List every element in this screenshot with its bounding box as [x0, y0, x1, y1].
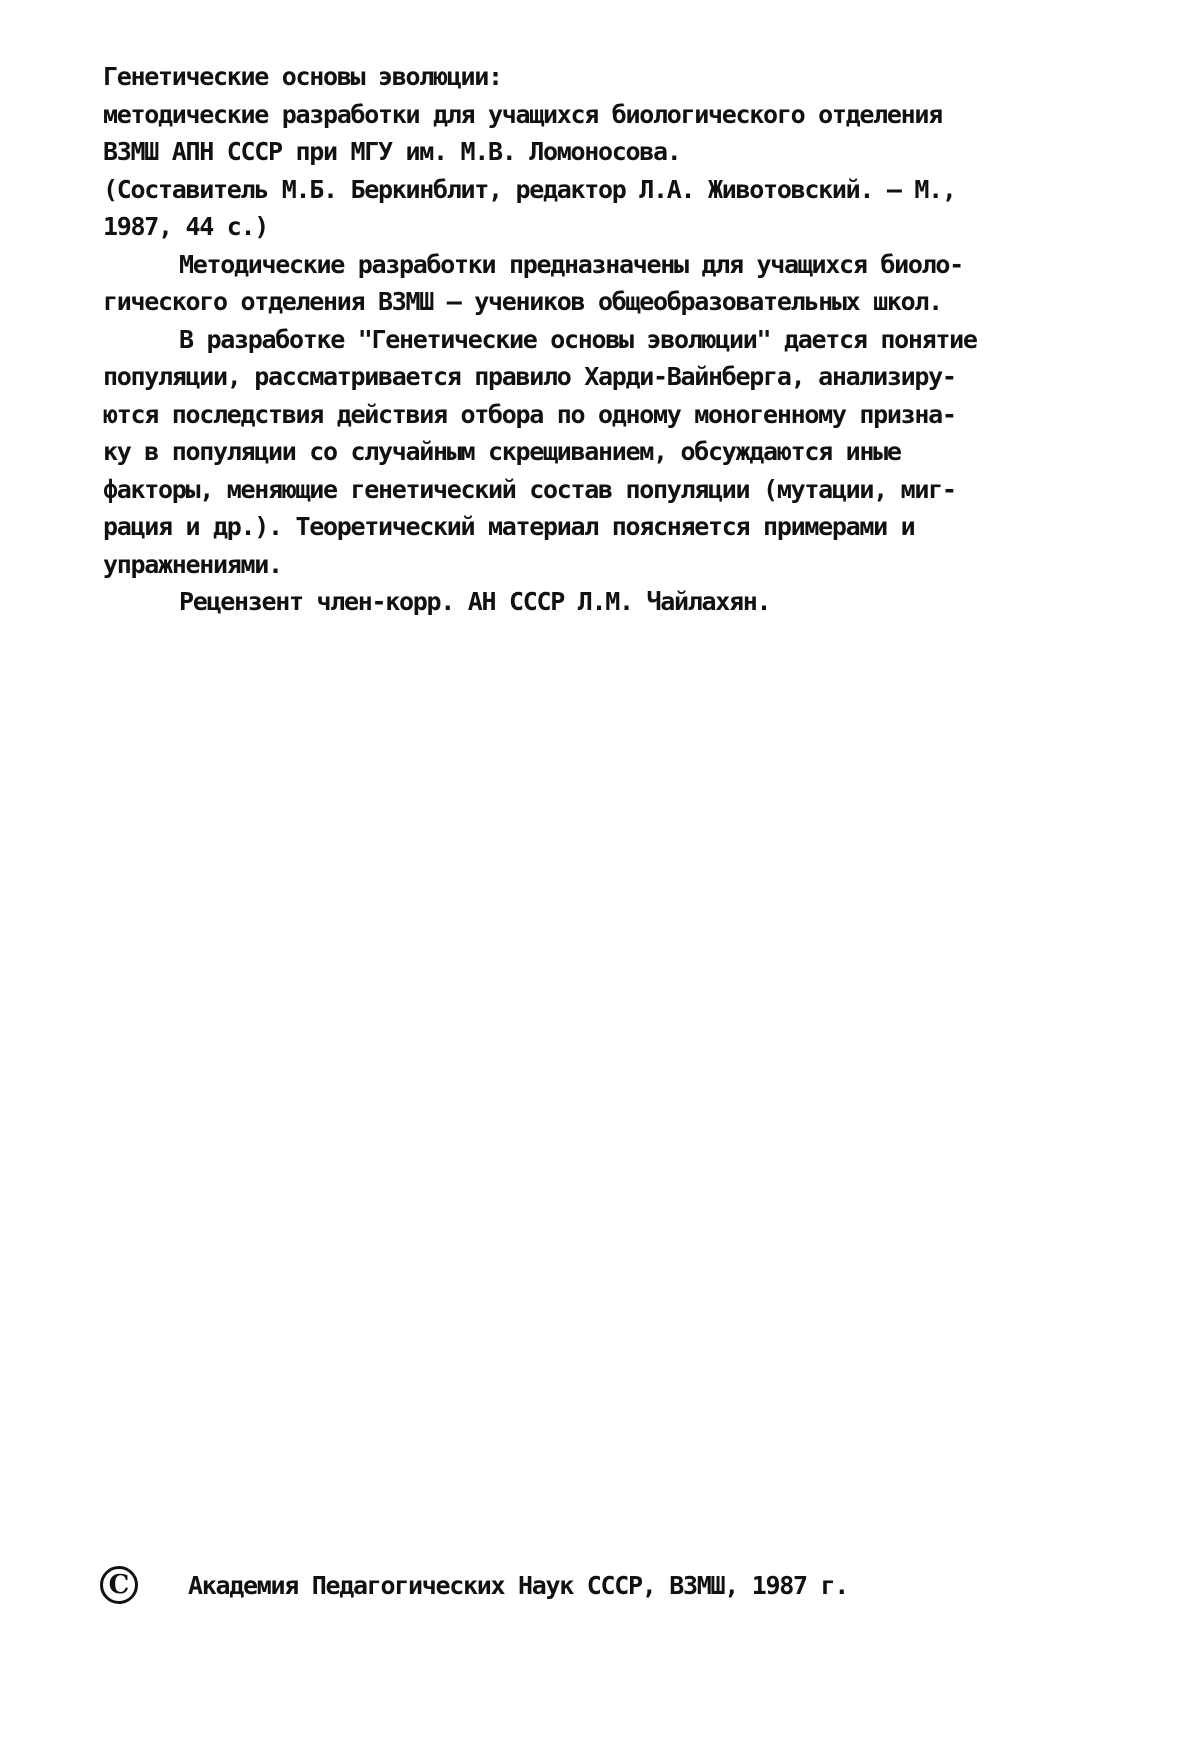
paragraph-line: Методические разработки предназначены для учащихся биоло- [179, 249, 963, 279]
document-title: Генетические основы эволюции: [103, 62, 502, 91]
reviewer-line: Рецензент член-корр. АН СССР Л.М. Чайлахян. [179, 587, 771, 616]
paragraph-line: факторы, меняющие генетический состав популяции (мутации, миг- [103, 474, 956, 504]
subtitle-line: методические разработки для учащихся биологического отделения [103, 99, 942, 129]
paragraph-line: гического отделения ВЗМШ – учеников общеобразовательных школ. [103, 287, 942, 316]
copyright-text: Академия Педагогических Наук СССР, ВЗМШ, 1987 г. [188, 1570, 849, 1600]
paragraph-line: ются последствия действия отбора по одному моногенному призна- [103, 399, 956, 429]
paragraph-line: упражнениями. [103, 549, 282, 579]
credits-line: (Составитель М.Б. Беркинблит, редактор Л.А. Животовский. – М., [103, 174, 956, 204]
copyright-icon: C [100, 1566, 138, 1604]
credits-line: 1987, 44 с.) [103, 212, 269, 241]
subtitle-line: ВЗМШ АПН СССР при МГУ им. М.В. Ломоносова. [103, 137, 681, 166]
paragraph-line: популяции, рассматривается правило Харди-Вайнберга, анализиру- [103, 362, 956, 391]
paragraph-line: ку в популяции со случайным скрещиванием, обсуждаются иные [103, 437, 901, 466]
copyright-footer [100, 1566, 1100, 1604]
annotation-block [103, 58, 1103, 621]
paragraph-line: В разработке "Генетические основы эволюции" дается понятие [179, 324, 977, 354]
paragraph-line: рация и др.). Теоретический материал поясняется примерами и [103, 512, 915, 541]
